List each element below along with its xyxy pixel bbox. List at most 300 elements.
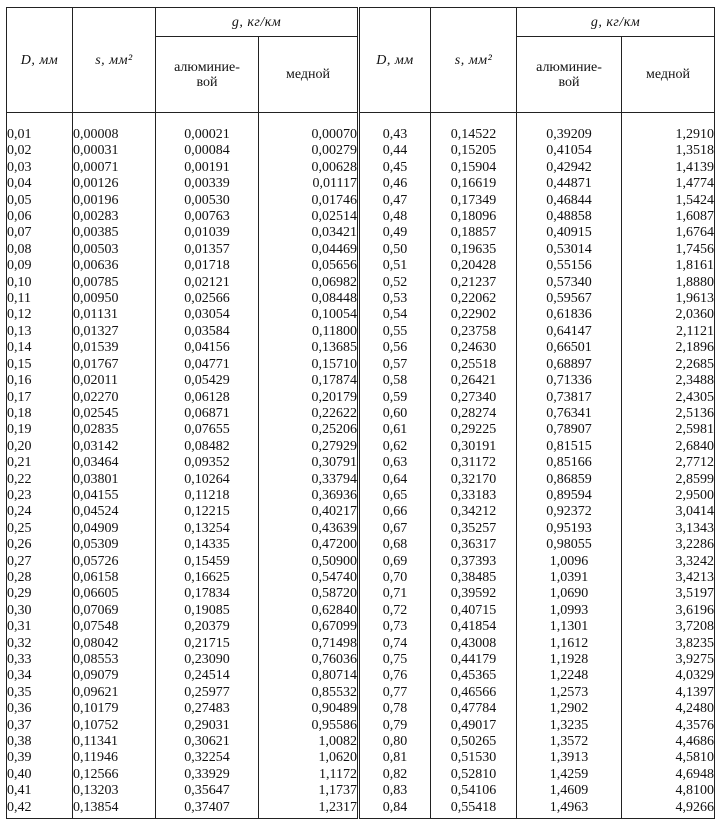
cell-cross-section-2: 0,43008 — [431, 636, 517, 652]
cell-diameter: 0,21 — [7, 455, 73, 471]
cell-aluminum: 0,05429 — [156, 373, 259, 389]
cell-copper: 0,71498 — [259, 636, 359, 652]
table-row — [7, 143, 715, 159]
cell-copper: 0,54740 — [259, 570, 359, 586]
table-row — [7, 701, 715, 717]
cell-aluminum: 0,23090 — [156, 652, 259, 668]
cell-diameter: 0,26 — [7, 537, 73, 553]
table-row — [7, 340, 715, 356]
cell-copper: 0,58720 — [259, 586, 359, 602]
header-copper-2: медной — [622, 37, 715, 113]
cell-copper-2: 4,8100 — [622, 783, 715, 799]
cell-diameter: 0,11 — [7, 291, 73, 307]
cell-diameter-2: 0,58 — [359, 373, 431, 389]
cell-copper: 1,0082 — [259, 734, 359, 750]
cell-copper-2: 2,2685 — [622, 357, 715, 373]
cell-copper: 0,04469 — [259, 242, 359, 258]
cell-diameter-2: 0,63 — [359, 455, 431, 471]
cell-aluminum: 0,00191 — [156, 160, 259, 176]
cell-diameter-2: 0,57 — [359, 357, 431, 373]
cell-copper: 0,80714 — [259, 668, 359, 684]
cell-cross-section: 0,01539 — [73, 340, 156, 356]
cell-copper: 0,11800 — [259, 324, 359, 340]
cell-diameter-2: 0,61 — [359, 422, 431, 438]
cell-copper-2: 4,5810 — [622, 750, 715, 766]
cell-diameter: 0,42 — [7, 800, 73, 819]
cell-cross-section: 0,04909 — [73, 521, 156, 537]
cell-cross-section-2: 0,27340 — [431, 390, 517, 406]
cell-aluminum: 0,02121 — [156, 275, 259, 291]
cell-aluminum: 0,16625 — [156, 570, 259, 586]
cell-cross-section-2: 0,22902 — [431, 307, 517, 323]
cell-copper-2: 3,1343 — [622, 521, 715, 537]
cell-copper: 0,22622 — [259, 406, 359, 422]
cell-aluminum-2: 1,4963 — [517, 800, 622, 819]
table-row — [7, 422, 715, 438]
cell-aluminum-2: 0,64147 — [517, 324, 622, 340]
cell-copper-2: 4,3576 — [622, 718, 715, 734]
cell-aluminum-2: 1,3572 — [517, 734, 622, 750]
cell-copper: 0,36936 — [259, 488, 359, 504]
cell-diameter: 0,09 — [7, 258, 73, 274]
cell-diameter-2: 0,52 — [359, 275, 431, 291]
cell-aluminum-2: 0,53014 — [517, 242, 622, 258]
table-row — [7, 113, 715, 144]
cell-diameter-2: 0,64 — [359, 472, 431, 488]
cell-copper-2: 4,1397 — [622, 685, 715, 701]
cell-diameter-2: 0,80 — [359, 734, 431, 750]
table-row — [7, 406, 715, 422]
cell-copper: 0,03421 — [259, 225, 359, 241]
cell-copper-2: 3,6196 — [622, 603, 715, 619]
cell-aluminum: 0,00021 — [156, 113, 259, 144]
cell-copper-2: 3,7208 — [622, 619, 715, 635]
cell-diameter: 0,12 — [7, 307, 73, 323]
cell-copper-2: 2,1896 — [622, 340, 715, 356]
cell-aluminum: 0,09352 — [156, 455, 259, 471]
table-header — [7, 8, 715, 113]
cell-cross-section: 0,04524 — [73, 504, 156, 520]
cell-diameter-2: 0,66 — [359, 504, 431, 520]
cell-aluminum-2: 0,71336 — [517, 373, 622, 389]
cell-diameter-2: 0,50 — [359, 242, 431, 258]
cell-aluminum-2: 0,44871 — [517, 176, 622, 192]
cell-copper-2: 3,4213 — [622, 570, 715, 586]
cell-cross-section: 0,07069 — [73, 603, 156, 619]
table-row — [7, 750, 715, 766]
cell-aluminum-2: 0,92372 — [517, 504, 622, 520]
cell-copper-2: 1,6087 — [622, 209, 715, 225]
cell-diameter: 0,19 — [7, 422, 73, 438]
cell-diameter: 0,31 — [7, 619, 73, 635]
cell-cross-section: 0,10179 — [73, 701, 156, 717]
cell-copper-2: 2,8599 — [622, 472, 715, 488]
cell-copper-2: 1,4139 — [622, 160, 715, 176]
cell-copper-2: 1,2910 — [622, 113, 715, 144]
table-row — [7, 373, 715, 389]
header-weight: g, кг/км — [156, 8, 359, 37]
cell-aluminum: 0,15459 — [156, 554, 259, 570]
table-row — [7, 800, 715, 819]
cell-diameter-2: 0,68 — [359, 537, 431, 553]
cell-aluminum: 0,27483 — [156, 701, 259, 717]
cell-copper: 0,90489 — [259, 701, 359, 717]
cell-cross-section: 0,03142 — [73, 439, 156, 455]
cell-diameter-2: 0,78 — [359, 701, 431, 717]
cell-cross-section: 0,10752 — [73, 718, 156, 734]
cell-aluminum: 0,20379 — [156, 619, 259, 635]
cell-diameter-2: 0,44 — [359, 143, 431, 159]
cell-copper-2: 3,8235 — [622, 636, 715, 652]
cell-aluminum-2: 0,59567 — [517, 291, 622, 307]
cell-cross-section: 0,05309 — [73, 537, 156, 553]
cell-copper-2: 1,8880 — [622, 275, 715, 291]
table-row — [7, 176, 715, 192]
cell-aluminum: 0,32254 — [156, 750, 259, 766]
cell-aluminum: 0,13254 — [156, 521, 259, 537]
cell-diameter: 0,04 — [7, 176, 73, 192]
cell-diameter: 0,39 — [7, 750, 73, 766]
cell-cross-section: 0,13854 — [73, 800, 156, 819]
cell-copper: 0,27929 — [259, 439, 359, 455]
cell-aluminum-2: 0,73817 — [517, 390, 622, 406]
cell-copper: 0,10054 — [259, 307, 359, 323]
cell-diameter: 0,35 — [7, 685, 73, 701]
cell-copper: 1,0620 — [259, 750, 359, 766]
cell-cross-section: 0,01327 — [73, 324, 156, 340]
cell-copper: 0,17874 — [259, 373, 359, 389]
cell-aluminum-2: 0,61836 — [517, 307, 622, 323]
cell-aluminum: 0,35647 — [156, 783, 259, 799]
cell-cross-section: 0,07548 — [73, 619, 156, 635]
cell-cross-section: 0,12566 — [73, 767, 156, 783]
cell-cross-section-2: 0,15904 — [431, 160, 517, 176]
cell-aluminum: 0,01357 — [156, 242, 259, 258]
cell-cross-section: 0,06605 — [73, 586, 156, 602]
cell-copper: 0,50900 — [259, 554, 359, 570]
cell-aluminum: 0,33929 — [156, 767, 259, 783]
cell-cross-section-2: 0,28274 — [431, 406, 517, 422]
cell-diameter: 0,14 — [7, 340, 73, 356]
cell-aluminum: 0,24514 — [156, 668, 259, 684]
cell-diameter: 0,37 — [7, 718, 73, 734]
cell-cross-section-2: 0,25518 — [431, 357, 517, 373]
cell-cross-section: 0,06158 — [73, 570, 156, 586]
cell-copper: 0,01746 — [259, 193, 359, 209]
table-row — [7, 767, 715, 783]
cell-aluminum: 0,06128 — [156, 390, 259, 406]
cell-cross-section: 0,00031 — [73, 143, 156, 159]
cell-copper-2: 3,5197 — [622, 586, 715, 602]
cell-aluminum-2: 0,57340 — [517, 275, 622, 291]
cell-cross-section-2: 0,49017 — [431, 718, 517, 734]
cell-cross-section: 0,00283 — [73, 209, 156, 225]
cell-diameter-2: 0,82 — [359, 767, 431, 783]
cell-cross-section: 0,05726 — [73, 554, 156, 570]
table-row — [7, 718, 715, 734]
cell-copper-2: 2,5136 — [622, 406, 715, 422]
cell-cross-section: 0,00196 — [73, 193, 156, 209]
cell-aluminum-2: 1,4609 — [517, 783, 622, 799]
table-row — [7, 652, 715, 668]
cell-copper-2: 3,3242 — [622, 554, 715, 570]
table-row — [7, 455, 715, 471]
cell-cross-section-2: 0,22062 — [431, 291, 517, 307]
table-row — [7, 225, 715, 241]
cell-cross-section: 0,01131 — [73, 307, 156, 323]
cell-cross-section-2: 0,44179 — [431, 652, 517, 668]
cell-diameter-2: 0,51 — [359, 258, 431, 274]
cell-copper-2: 1,9613 — [622, 291, 715, 307]
cell-aluminum: 0,00763 — [156, 209, 259, 225]
table-row — [7, 668, 715, 684]
cell-aluminum-2: 0,39209 — [517, 113, 622, 144]
header-cross-section-2: s, мм² — [431, 8, 517, 113]
cell-cross-section: 0,03801 — [73, 472, 156, 488]
cell-aluminum: 0,30621 — [156, 734, 259, 750]
cell-copper-2: 1,5424 — [622, 193, 715, 209]
cell-diameter: 0,01 — [7, 113, 73, 144]
cell-aluminum-2: 1,1301 — [517, 619, 622, 635]
cell-cross-section: 0,01767 — [73, 357, 156, 373]
cell-diameter-2: 0,43 — [359, 113, 431, 144]
cell-diameter: 0,41 — [7, 783, 73, 799]
cell-cross-section-2: 0,20428 — [431, 258, 517, 274]
cell-aluminum-2: 0,78907 — [517, 422, 622, 438]
cell-diameter: 0,13 — [7, 324, 73, 340]
cell-copper: 1,1737 — [259, 783, 359, 799]
cell-diameter-2: 0,45 — [359, 160, 431, 176]
cell-copper: 0,06982 — [259, 275, 359, 291]
cell-cross-section: 0,08553 — [73, 652, 156, 668]
cell-cross-section-2: 0,14522 — [431, 113, 517, 144]
cell-aluminum: 0,00530 — [156, 193, 259, 209]
cell-copper-2: 4,4686 — [622, 734, 715, 750]
cell-diameter-2: 0,46 — [359, 176, 431, 192]
cell-cross-section-2: 0,31172 — [431, 455, 517, 471]
cell-cross-section-2: 0,18096 — [431, 209, 517, 225]
cell-aluminum-2: 0,55156 — [517, 258, 622, 274]
cell-diameter: 0,15 — [7, 357, 73, 373]
cell-copper-2: 3,9275 — [622, 652, 715, 668]
cell-copper-2: 1,8161 — [622, 258, 715, 274]
cell-aluminum-2: 0,42942 — [517, 160, 622, 176]
cell-cross-section-2: 0,35257 — [431, 521, 517, 537]
cell-aluminum: 0,17834 — [156, 586, 259, 602]
cell-copper: 1,2317 — [259, 800, 359, 819]
cell-cross-section: 0,09621 — [73, 685, 156, 701]
cell-aluminum-2: 1,2902 — [517, 701, 622, 717]
cell-copper: 0,20179 — [259, 390, 359, 406]
cell-diameter: 0,10 — [7, 275, 73, 291]
cell-aluminum: 0,06871 — [156, 406, 259, 422]
cell-diameter-2: 0,76 — [359, 668, 431, 684]
cell-diameter: 0,03 — [7, 160, 73, 176]
cell-diameter-2: 0,74 — [359, 636, 431, 652]
cell-aluminum-2: 0,40915 — [517, 225, 622, 241]
cell-aluminum: 0,07655 — [156, 422, 259, 438]
cell-aluminum-2: 1,1612 — [517, 636, 622, 652]
cell-aluminum: 0,02566 — [156, 291, 259, 307]
cell-aluminum-2: 0,48858 — [517, 209, 622, 225]
cell-copper-2: 2,1121 — [622, 324, 715, 340]
cell-diameter: 0,17 — [7, 390, 73, 406]
table-row — [7, 603, 715, 619]
cell-cross-section: 0,02545 — [73, 406, 156, 422]
cell-copper: 0,95586 — [259, 718, 359, 734]
cell-aluminum: 0,03054 — [156, 307, 259, 323]
cell-aluminum: 0,00084 — [156, 143, 259, 159]
cell-aluminum-2: 0,85166 — [517, 455, 622, 471]
header-weight-2: g, кг/км — [517, 8, 715, 37]
cell-cross-section-2: 0,18857 — [431, 225, 517, 241]
cell-cross-section-2: 0,19635 — [431, 242, 517, 258]
table-row — [7, 504, 715, 520]
cell-diameter-2: 0,75 — [359, 652, 431, 668]
cell-cross-section-2: 0,52810 — [431, 767, 517, 783]
cell-diameter: 0,24 — [7, 504, 73, 520]
table-row — [7, 521, 715, 537]
table-row — [7, 242, 715, 258]
cell-copper: 0,00070 — [259, 113, 359, 144]
cell-aluminum: 0,29031 — [156, 718, 259, 734]
cell-diameter: 0,18 — [7, 406, 73, 422]
cell-cross-section-2: 0,23758 — [431, 324, 517, 340]
cell-cross-section: 0,09079 — [73, 668, 156, 684]
cell-cross-section-2: 0,45365 — [431, 668, 517, 684]
cell-diameter-2: 0,60 — [359, 406, 431, 422]
cell-cross-section-2: 0,40715 — [431, 603, 517, 619]
cell-diameter: 0,05 — [7, 193, 73, 209]
cell-aluminum: 0,01718 — [156, 258, 259, 274]
cell-diameter: 0,07 — [7, 225, 73, 241]
cell-diameter-2: 0,56 — [359, 340, 431, 356]
cell-cross-section-2: 0,54106 — [431, 783, 517, 799]
cell-aluminum: 0,04156 — [156, 340, 259, 356]
header-diameter-2: D, мм — [359, 8, 431, 113]
cell-aluminum-2: 0,95193 — [517, 521, 622, 537]
cell-cross-section-2: 0,55418 — [431, 800, 517, 819]
cell-aluminum-2: 1,4259 — [517, 767, 622, 783]
cell-aluminum-2: 1,3235 — [517, 718, 622, 734]
cell-diameter-2: 0,54 — [359, 307, 431, 323]
cell-diameter: 0,20 — [7, 439, 73, 455]
cell-diameter-2: 0,73 — [359, 619, 431, 635]
header-copper: медной — [259, 37, 359, 113]
cell-copper-2: 2,5981 — [622, 422, 715, 438]
cell-copper: 0,62840 — [259, 603, 359, 619]
cell-cross-section: 0,00503 — [73, 242, 156, 258]
cell-copper-2: 2,7712 — [622, 455, 715, 471]
cell-cross-section: 0,11946 — [73, 750, 156, 766]
cell-copper-2: 1,3518 — [622, 143, 715, 159]
table-row — [7, 324, 715, 340]
header-cross-section: s, мм² — [73, 8, 156, 113]
cell-cross-section-2: 0,16619 — [431, 176, 517, 192]
table-row — [7, 275, 715, 291]
cell-copper: 0,25206 — [259, 422, 359, 438]
cell-diameter-2: 0,65 — [359, 488, 431, 504]
cell-cross-section-2: 0,36317 — [431, 537, 517, 553]
cell-copper: 0,67099 — [259, 619, 359, 635]
table-row — [7, 570, 715, 586]
header-aluminum: алюминие- вой — [156, 37, 259, 113]
table-row — [7, 554, 715, 570]
cell-aluminum-2: 1,3913 — [517, 750, 622, 766]
cell-copper-2: 4,6948 — [622, 767, 715, 783]
cell-aluminum-2: 0,46844 — [517, 193, 622, 209]
cell-aluminum-2: 1,2573 — [517, 685, 622, 701]
table-row — [7, 734, 715, 750]
cell-aluminum-2: 0,66501 — [517, 340, 622, 356]
table-row — [7, 291, 715, 307]
cell-diameter: 0,23 — [7, 488, 73, 504]
cell-copper-2: 2,4305 — [622, 390, 715, 406]
cell-diameter-2: 0,69 — [359, 554, 431, 570]
cell-cross-section-2: 0,30191 — [431, 439, 517, 455]
cell-aluminum-2: 0,86859 — [517, 472, 622, 488]
cell-aluminum: 0,01039 — [156, 225, 259, 241]
header-diameter: D, мм — [7, 8, 73, 113]
cell-diameter: 0,38 — [7, 734, 73, 750]
cell-copper: 0,85532 — [259, 685, 359, 701]
cell-diameter-2: 0,83 — [359, 783, 431, 799]
cell-copper-2: 4,9266 — [622, 800, 715, 819]
cell-cross-section-2: 0,46566 — [431, 685, 517, 701]
cell-cross-section: 0,00126 — [73, 176, 156, 192]
table-row — [7, 258, 715, 274]
cell-cross-section: 0,00385 — [73, 225, 156, 241]
cell-diameter-2: 0,53 — [359, 291, 431, 307]
cell-diameter: 0,02 — [7, 143, 73, 159]
cell-aluminum-2: 1,2248 — [517, 668, 622, 684]
cell-copper-2: 1,7456 — [622, 242, 715, 258]
cell-aluminum: 0,19085 — [156, 603, 259, 619]
cell-copper-2: 2,0360 — [622, 307, 715, 323]
cell-diameter: 0,36 — [7, 701, 73, 717]
cell-cross-section: 0,00785 — [73, 275, 156, 291]
table-row — [7, 439, 715, 455]
cell-diameter: 0,06 — [7, 209, 73, 225]
cell-copper: 0,40217 — [259, 504, 359, 520]
table-row — [7, 537, 715, 553]
cell-cross-section-2: 0,15205 — [431, 143, 517, 159]
cell-copper-2: 4,0329 — [622, 668, 715, 684]
cell-aluminum-2: 0,41054 — [517, 143, 622, 159]
table-row — [7, 636, 715, 652]
cell-aluminum-2: 1,0391 — [517, 570, 622, 586]
cell-aluminum: 0,14335 — [156, 537, 259, 553]
table-body — [7, 113, 715, 819]
cell-aluminum: 0,11218 — [156, 488, 259, 504]
cell-diameter: 0,28 — [7, 570, 73, 586]
cell-aluminum: 0,04771 — [156, 357, 259, 373]
table-row — [7, 390, 715, 406]
cell-copper: 0,33794 — [259, 472, 359, 488]
table-row — [7, 307, 715, 323]
cell-diameter: 0,40 — [7, 767, 73, 783]
cell-cross-section: 0,00071 — [73, 160, 156, 176]
cell-diameter: 0,29 — [7, 586, 73, 602]
cell-cross-section-2: 0,37393 — [431, 554, 517, 570]
cell-cross-section-2: 0,17349 — [431, 193, 517, 209]
cell-aluminum: 0,21715 — [156, 636, 259, 652]
cell-diameter: 0,30 — [7, 603, 73, 619]
cell-diameter-2: 0,49 — [359, 225, 431, 241]
cell-copper-2: 2,3488 — [622, 373, 715, 389]
cell-diameter-2: 0,71 — [359, 586, 431, 602]
cell-diameter: 0,25 — [7, 521, 73, 537]
